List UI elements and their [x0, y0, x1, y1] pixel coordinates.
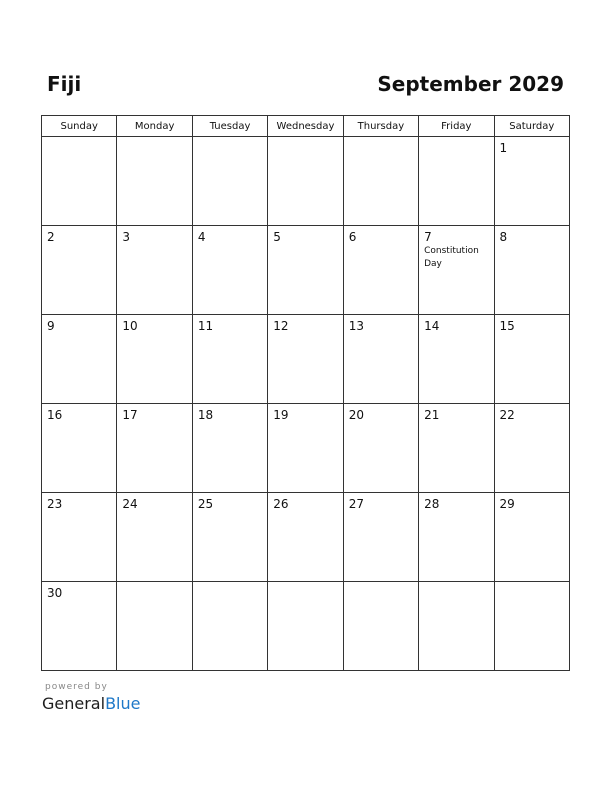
day-cell — [268, 137, 343, 226]
week-row — [42, 404, 570, 493]
day-number: 26 — [273, 497, 289, 511]
week-row — [42, 493, 570, 582]
day-cell — [117, 404, 192, 493]
day-cell — [192, 226, 267, 315]
day-number: 28 — [424, 497, 440, 511]
day-cell — [494, 226, 569, 315]
weekday-saturday: Saturday — [494, 116, 569, 137]
day-cell — [42, 226, 117, 315]
day-number: 8 — [499, 230, 508, 244]
day-number: 29 — [499, 497, 515, 511]
calendar-grid — [41, 115, 570, 671]
day-number: 18 — [197, 408, 214, 422]
day-cell — [494, 493, 569, 582]
day-cell — [117, 315, 192, 404]
day-cell — [419, 315, 494, 404]
day-number: 15 — [499, 319, 515, 333]
week-row — [42, 226, 570, 315]
weekday-thursday: Thursday — [343, 116, 418, 137]
week-row — [42, 137, 570, 226]
day-number: 10 — [122, 319, 138, 333]
day-cell — [268, 315, 343, 404]
day-cell — [117, 582, 192, 671]
day-cell — [494, 137, 569, 226]
brand-blue-text: Blue — [105, 694, 141, 713]
calendar-body — [42, 137, 570, 671]
day-number: 11 — [197, 319, 214, 333]
day-cell — [494, 404, 569, 493]
day-number: 22 — [499, 408, 515, 422]
day-cell — [42, 137, 117, 226]
day-number: 12 — [273, 319, 289, 333]
powered-by-label: powered by — [45, 682, 108, 692]
week-row — [42, 582, 570, 671]
country-title: Fiji — [47, 72, 82, 96]
day-number: 13 — [348, 319, 364, 333]
day-cell — [117, 493, 192, 582]
brand-general-text: General — [42, 694, 106, 713]
day-cell — [192, 137, 267, 226]
weekday-monday: Monday — [117, 116, 192, 137]
day-cell — [419, 582, 494, 671]
day-cell — [494, 582, 569, 671]
day-cell — [192, 404, 267, 493]
day-number: 30 — [47, 586, 63, 600]
day-cell — [343, 493, 418, 582]
day-number: 20 — [348, 408, 364, 422]
day-number: 6 — [348, 230, 357, 244]
holiday-label: Constitution Day — [424, 246, 479, 269]
day-number: 23 — [47, 497, 63, 511]
day-cell — [192, 582, 267, 671]
weekday-wednesday: Wednesday — [268, 116, 343, 137]
generalblue-logo — [42, 694, 140, 714]
day-number: 16 — [47, 408, 63, 422]
day-number: 2 — [47, 230, 55, 244]
day-cell — [343, 137, 418, 226]
day-cell — [343, 582, 418, 671]
day-cell — [42, 493, 117, 582]
month-year-title: September 2029 — [377, 72, 564, 96]
day-number: 9 — [47, 319, 55, 333]
day-number: 14 — [424, 319, 440, 333]
day-cell — [419, 137, 494, 226]
day-cell — [42, 582, 117, 671]
weekday-friday: Friday — [419, 116, 494, 137]
day-cell — [268, 493, 343, 582]
day-number: 24 — [122, 497, 138, 511]
day-number: 3 — [122, 230, 131, 244]
day-cell — [268, 582, 343, 671]
week-row — [42, 315, 570, 404]
day-cell — [419, 493, 494, 582]
weekday-header-row — [42, 116, 570, 137]
day-cell — [343, 404, 418, 493]
weekday-tuesday: Tuesday — [192, 116, 267, 137]
day-cell — [343, 226, 418, 315]
day-cell — [268, 226, 343, 315]
day-number: 17 — [122, 408, 138, 422]
weekday-sunday: Sunday — [42, 116, 117, 137]
day-cell — [192, 315, 267, 404]
day-number: 4 — [197, 230, 206, 244]
day-number: 27 — [348, 497, 364, 511]
day-number: 5 — [273, 230, 281, 244]
day-cell — [192, 493, 267, 582]
day-cell — [419, 404, 494, 493]
day-cell — [117, 226, 192, 315]
day-cell — [268, 404, 343, 493]
day-cell — [419, 226, 494, 315]
day-number: 7 — [424, 230, 432, 244]
day-number: 19 — [273, 408, 289, 422]
day-cell — [42, 315, 117, 404]
day-cell — [343, 315, 418, 404]
day-cell — [494, 315, 569, 404]
day-cell — [42, 404, 117, 493]
day-number: 25 — [197, 497, 214, 511]
day-number: 1 — [499, 141, 508, 155]
day-cell — [117, 137, 192, 226]
day-number: 21 — [424, 408, 440, 422]
